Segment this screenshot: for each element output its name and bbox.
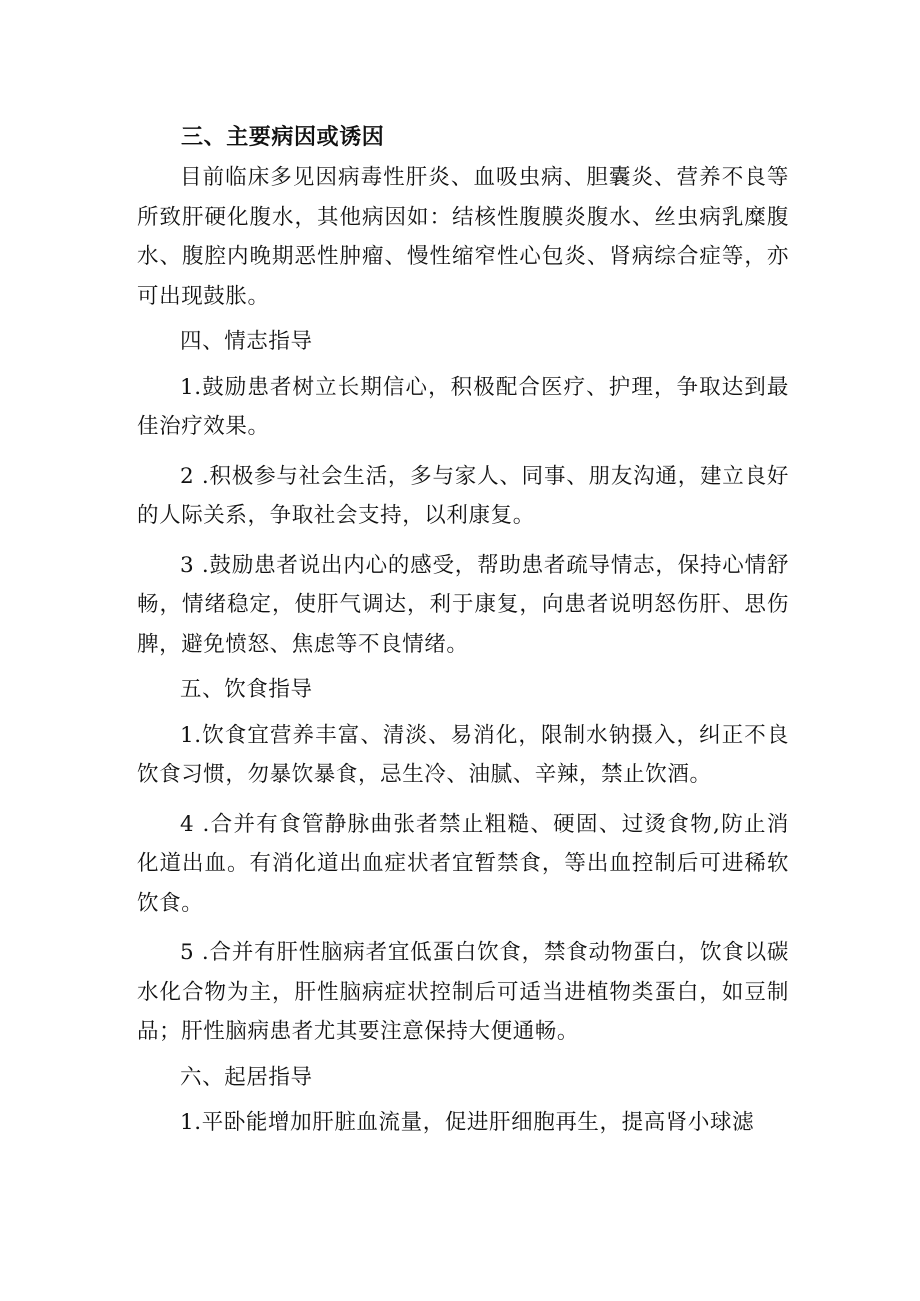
- diet-item-5: 5 .合并有肝性脑病者宜低蛋白饮食，禁食动物蛋白，饮食以碳水化合物为主，肝性脑病症状控制后可适当进植物类蛋白，如豆制品；肝性脑病患者尤其要注意保持大便通畅。: [137, 940, 789, 1044]
- section-heading-emotional-guidance: 四、情志指导: [180, 329, 313, 354]
- diet-item-1: 1.饮食宜营养丰富、清淡、易消化，限制水钠摄入，纠正不良饮食习惯，勿暴饮暴食，忌生冷、油腻、辛辣，禁止饮酒。: [137, 722, 789, 787]
- causes-paragraph: 目前临床多见因病毒性肝炎、血吸虫病、胆囊炎、营养不良等所致肝硬化腹水，其他病因如：结核性腹膜炎腹水、丝虫病乳糜腹水、腹腔内晚期恶性肿瘤、慢性缩窄性心包炎、肾病综合症等，亦可出现鼓胀。: [137, 165, 789, 309]
- diet-item-4: 4 .合并有食管静脉曲张者禁止粗糙、硬固、过烫食物,防止消化道出血。有消化道出血症状者宜暂禁食，等出血控制后可进稀软饮食。: [137, 811, 789, 916]
- living-item-1: 1.平卧能增加肝脏血流量，促进肝细胞再生，提高肾小球滤: [180, 1110, 755, 1135]
- section-heading-causes: 三、主要病因或诱因: [181, 125, 385, 150]
- emotional-item-2: 2 .积极参与社会生活，多与家人、同事、朋友沟通，建立良好的人际关系，争取社会支持，以利康复。: [137, 463, 789, 528]
- section-heading-daily-living-guidance: 六、起居指导: [180, 1064, 313, 1090]
- document-body: [137, 118, 789, 1143]
- section-heading-diet-guidance: 五、饮食指导: [180, 677, 313, 702]
- emotional-item-3: 3 .鼓励患者说出内心的感受，帮助患者疏导情志，保持心情舒畅，情绪稳定，使肝气调达，利于康复，向患者说明怒伤肝、思伤脾，避免愤怒、焦虑等不良情绪。: [137, 552, 789, 657]
- emotional-item-1: 1.鼓励患者树立长期信心，积极配合医疗、护理，争取达到最佳治疗效果。: [137, 374, 789, 439]
